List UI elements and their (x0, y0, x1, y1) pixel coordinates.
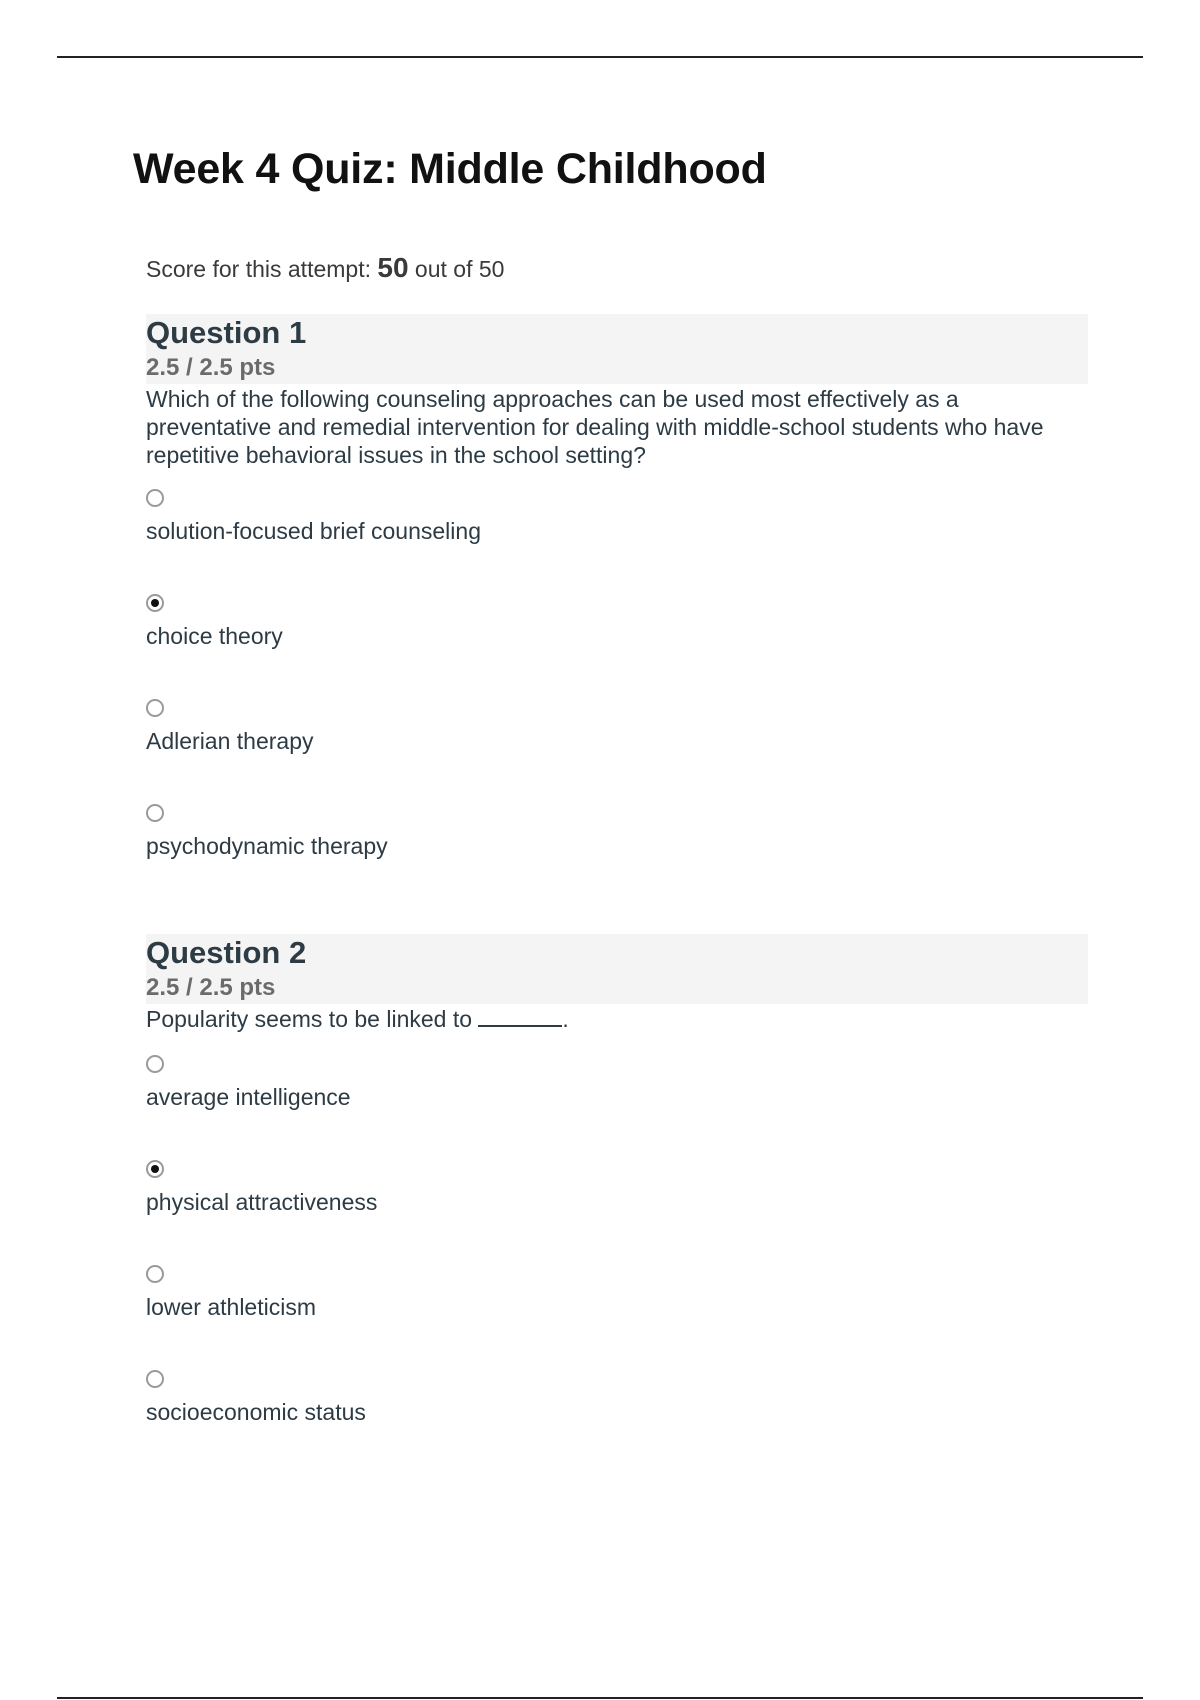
answer-label: socioeconomic status (146, 1399, 366, 1425)
bottom-divider (57, 1697, 1143, 1699)
answer-option[interactable] (146, 699, 1088, 804)
radio-unchecked-icon[interactable] (146, 1370, 164, 1388)
answer-option[interactable] (146, 594, 1088, 699)
page-title: Week 4 Quiz: Middle Childhood (133, 145, 767, 193)
score-suffix: out of 50 (414, 256, 505, 282)
question-title: Question 2 (146, 935, 307, 970)
answer-label: solution-focused brief counseling (146, 518, 481, 544)
answer-option[interactable] (146, 804, 1088, 909)
fill-in-blank (478, 1007, 562, 1027)
answer-option[interactable] (146, 489, 1088, 594)
question-title: Question 1 (146, 315, 307, 350)
answer-option[interactable] (146, 1265, 1088, 1370)
question-points: 2.5 / 2.5 pts (146, 354, 276, 381)
radio-unchecked-icon[interactable] (146, 1055, 164, 1073)
answer-label: choice theory (146, 623, 283, 649)
answer-option[interactable] (146, 1055, 1088, 1160)
answer-list (146, 1055, 1088, 1475)
radio-unchecked-icon[interactable] (146, 1265, 164, 1283)
answer-list (146, 489, 1088, 909)
question-header (146, 934, 1088, 1004)
answer-label: lower athleticism (146, 1294, 316, 1320)
radio-checked-icon[interactable] (146, 594, 164, 612)
radio-unchecked-icon[interactable] (146, 489, 164, 507)
question-text: Which of the following counseling approaches can be used most effectively as a preventative and remedial intervention for dealing with middle-school students who have repetitive behavioral issues in the school setting? (146, 386, 1044, 468)
question-points: 2.5 / 2.5 pts (146, 974, 276, 1001)
answer-option[interactable] (146, 1370, 1088, 1475)
question-2 (146, 934, 1088, 1475)
radio-unchecked-icon[interactable] (146, 804, 164, 822)
question-text-before-blank: Popularity seems to be linked to (146, 1006, 479, 1032)
answer-option[interactable] (146, 1160, 1088, 1265)
answer-label: psychodynamic therapy (146, 833, 388, 859)
question-header (146, 314, 1088, 384)
score-label: Score for this attempt: (146, 256, 371, 282)
score-value: 50 (377, 252, 409, 283)
answer-label: Adlerian therapy (146, 728, 314, 754)
answer-label: average intelligence (146, 1084, 351, 1110)
answer-label: physical attractiveness (146, 1189, 378, 1215)
question-1 (146, 314, 1088, 909)
score-line (146, 252, 504, 284)
top-divider (57, 56, 1143, 58)
question-text-after-blank: . (562, 1006, 569, 1032)
question-text (146, 1004, 1066, 1033)
radio-unchecked-icon[interactable] (146, 699, 164, 717)
radio-checked-icon[interactable] (146, 1160, 164, 1178)
